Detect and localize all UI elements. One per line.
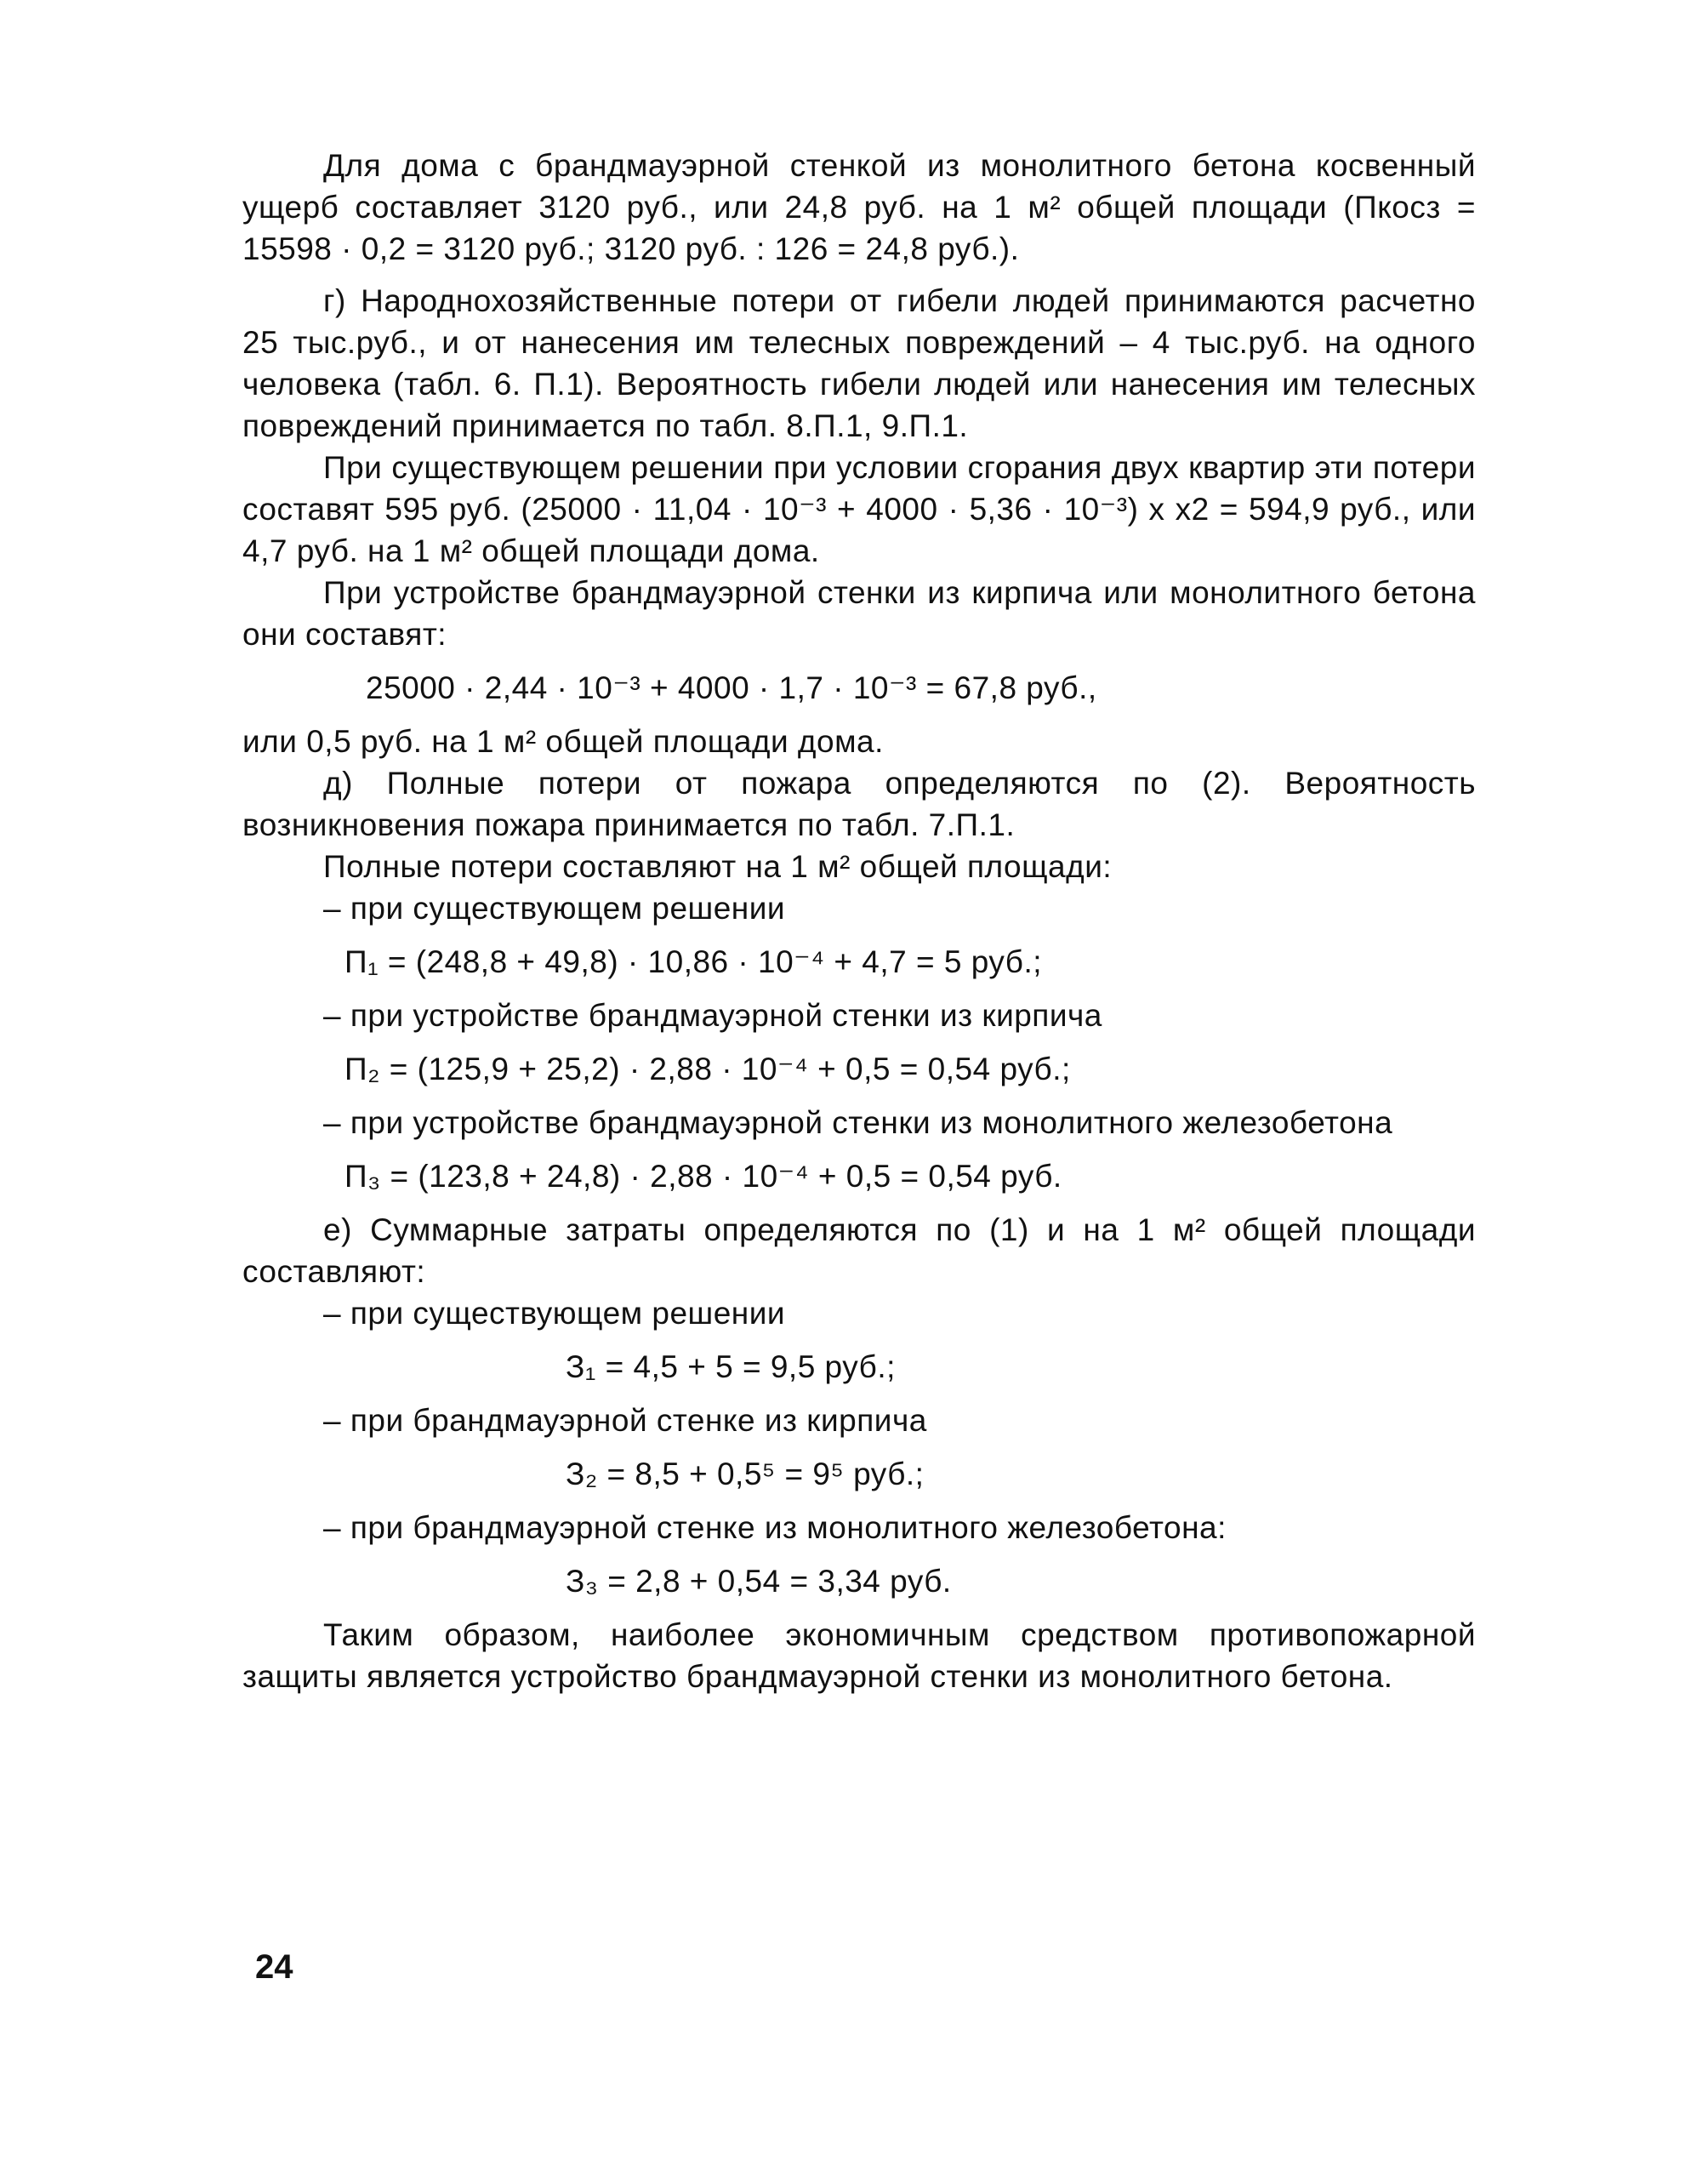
page-number: 24 bbox=[255, 1948, 293, 1986]
equation-p1: П₁ = (248,8 + 49,8) · 10,86 · 10⁻⁴ + 4,7 = 5 руб.; bbox=[344, 944, 1043, 979]
paragraph-firewall-losses: При устройстве брандмауэрной стенки из кирпича или монолитного бетона они составят: bbox=[242, 575, 1476, 652]
equation-z3: З₃ = 2,8 + 0,54 = 3,34 руб. bbox=[566, 1564, 952, 1599]
equation-z1: З₁ = 4,5 + 5 = 9,5 руб.; bbox=[566, 1349, 896, 1384]
paragraph-total-costs: е) Суммарные затраты определяются по (1) и на 1 м² общей площади составляют: bbox=[242, 1212, 1476, 1289]
paragraph-existing-solution-losses: При существующем решении при условии сгорания двух квартир эти потери составят 595 руб. (25000 · 11,04 · 10⁻³ + 4000 · 5,36 · 10⁻³) x x2 = 594,9 руб., или 4,7 руб. на 1 м² общей площади дома. bbox=[242, 450, 1476, 568]
paragraph-total-fire-losses: д) Полные потери от пожара определяются по (2). Вероятность возникновения пожара принимается по табл. 7.П.1. bbox=[242, 766, 1476, 842]
page-body bbox=[242, 145, 1476, 1697]
paragraph-conclusion: Таким образом, наиболее экономичным средством противопожарной защиты является устройство брандмауэрной стенки из монолитного бетона. bbox=[242, 1617, 1476, 1694]
equation-p2: П₂ = (125,9 + 25,2) · 2,88 · 10⁻⁴ + 0,5 = 0,54 руб.; bbox=[344, 1052, 1071, 1086]
paragraph-indirect-damage: Для дома с брандмауэрной стенкой из монолитного бетона косвенный ущерб составляет 3120 руб., или 24,8 руб. на 1 м² общей площади (Пкосз = 15598 · 0,2 = 3120 руб.; 3120 руб. : 126 = 24,8 руб.). bbox=[242, 148, 1476, 266]
list-item-reinforced-concrete-wall: – при устройстве брандмауэрной стенки из монолитного железобетона bbox=[323, 1105, 1393, 1140]
list-item-brick-wall: – при устройстве брандмауэрной стенки из кирпича bbox=[323, 998, 1102, 1033]
equation-p3: П₃ = (123,8 + 24,8) · 2,88 · 10⁻⁴ + 0,5 = 0,54 руб. bbox=[344, 1159, 1062, 1194]
list-item-existing-solution-cost: – при существующем решении bbox=[323, 1296, 786, 1331]
list-item-concrete-wall-cost: – при брандмауэрной стенке из монолитного железобетона: bbox=[323, 1510, 1227, 1545]
list-item-existing-solution: – при существующем решении bbox=[323, 891, 786, 926]
paragraph-per-square-meter: или 0,5 руб. на 1 м² общей площади дома. bbox=[242, 724, 884, 759]
paragraph-human-losses: г) Народнохозяйственные потери от гибели людей принимаются расчетно 25 тыс.руб., и от нанесения им телесных повреждений – 4 тыс.руб. на одного человека (табл. 6. П.1). Вероятность гибели людей или нанесения им телесных повреждений принимается по табл. 8.П.1, 9.П.1. bbox=[242, 283, 1476, 443]
equation-z2: З₂ = 8,5 + 0,5⁵ = 9⁵ руб.; bbox=[566, 1457, 925, 1491]
equation-firewall-losses: 25000 · 2,44 · 10⁻³ + 4000 · 1,7 · 10⁻³ = 67,8 руб., bbox=[366, 670, 1097, 705]
paragraph-total-losses-intro: Полные потери составляют на 1 м² общей площади: bbox=[323, 849, 1113, 884]
list-item-brick-wall-cost: – при брандмауэрной стенке из кирпича bbox=[323, 1403, 927, 1438]
